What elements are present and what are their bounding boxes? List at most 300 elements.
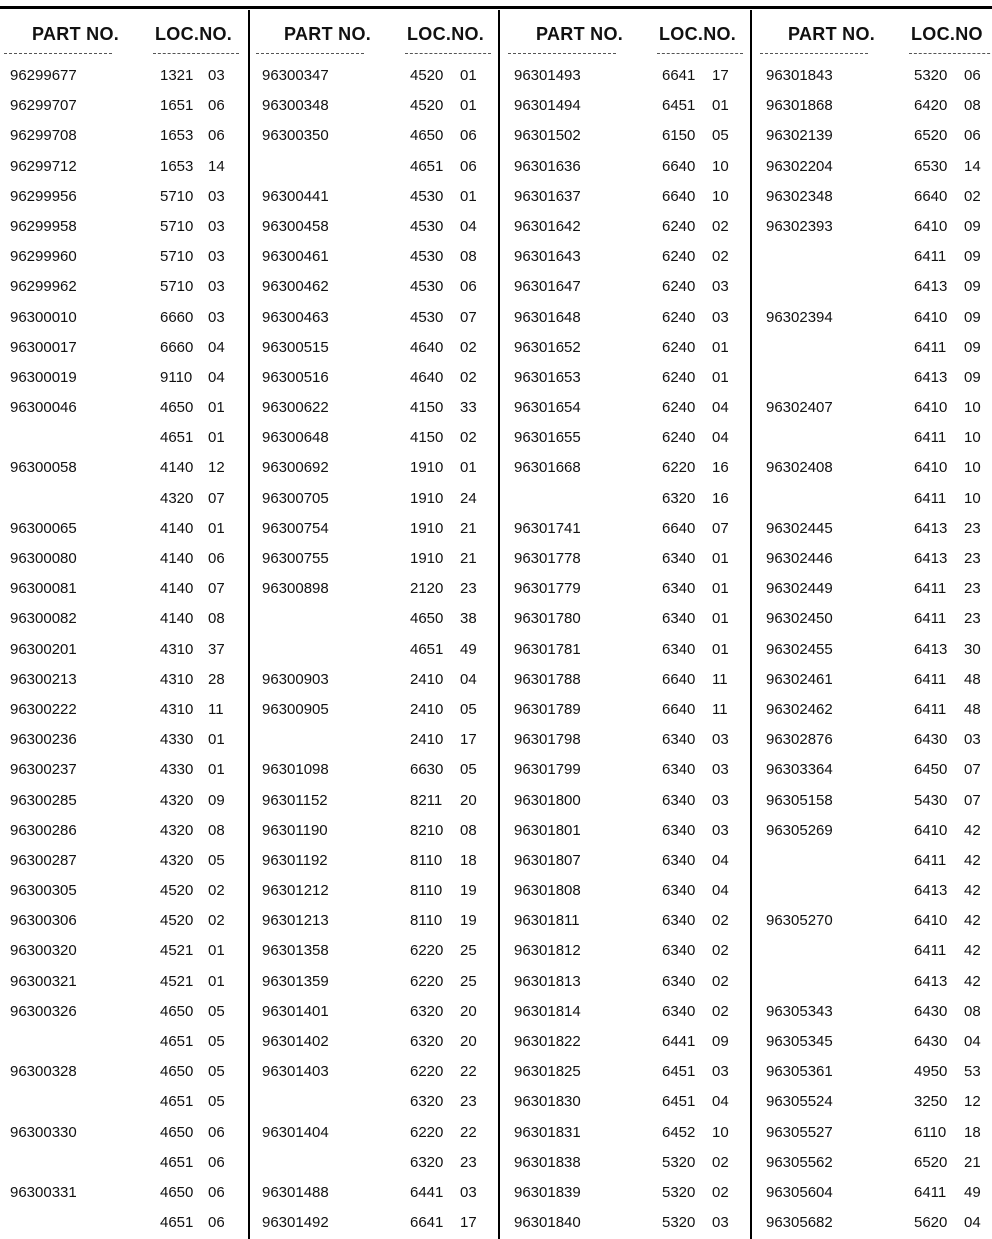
- part-number: 96300287: [10, 851, 77, 869]
- loc-number-main: 3250: [914, 1093, 948, 1111]
- table-row: [500, 907, 750, 937]
- loc-number-sub: 02: [712, 912, 729, 930]
- table-row: [500, 304, 750, 334]
- loc-number-main: 8110: [410, 912, 443, 930]
- loc-number-main: 6640: [662, 519, 696, 537]
- table-row: [752, 424, 992, 454]
- loc-number-main: 6340: [662, 731, 696, 749]
- loc-number-main: 6640: [914, 187, 948, 205]
- table-row: [752, 756, 992, 786]
- part-number: 96301655: [514, 429, 581, 447]
- loc-number-main: 4521: [160, 942, 194, 960]
- part-number: 96301653: [514, 368, 581, 386]
- part-number: 96301637: [514, 187, 581, 205]
- loc-number-sub: 37: [208, 640, 225, 658]
- part-number: 96300306: [10, 912, 77, 930]
- loc-number-main: 6320: [410, 1093, 444, 1111]
- part-number: 96300286: [10, 821, 77, 839]
- loc-number-sub: 05: [460, 700, 477, 718]
- loc-number-main: 5710: [160, 217, 194, 235]
- table-row: [752, 273, 992, 303]
- loc-number-sub: 02: [460, 368, 477, 386]
- header-rule: [760, 53, 868, 54]
- header-loc-no: LOC.NO.: [659, 24, 737, 44]
- loc-number-sub: 01: [712, 610, 729, 628]
- loc-number-sub: 02: [964, 187, 981, 205]
- loc-number-sub: 01: [208, 761, 225, 779]
- loc-number-main: 2410: [410, 731, 444, 749]
- loc-number-sub: 03: [712, 821, 729, 839]
- loc-number-sub: 21: [964, 1153, 981, 1171]
- table-row: [250, 424, 498, 454]
- loc-number-main: 4530: [410, 248, 444, 266]
- loc-number-main: 4640: [410, 368, 444, 386]
- loc-number-sub: 08: [208, 821, 225, 839]
- part-number: 96301401: [262, 1002, 329, 1020]
- loc-number-sub: 10: [712, 157, 729, 175]
- part-number: 96300692: [262, 459, 329, 477]
- loc-number-main: 4140: [160, 459, 194, 477]
- part-number: 96300461: [262, 248, 329, 266]
- table-row: [500, 183, 750, 213]
- table-row: [752, 62, 992, 92]
- part-number: 96305158: [766, 791, 833, 809]
- table-row: [0, 183, 248, 213]
- table-row: [752, 545, 992, 575]
- part-number: 96301493: [514, 67, 581, 84]
- loc-number-main: 6220: [410, 1063, 444, 1081]
- header-part-no: PART NO.: [536, 24, 624, 44]
- table-row: [250, 907, 498, 937]
- table-row: [250, 847, 498, 877]
- table-row: [500, 1088, 750, 1118]
- loc-number-main: 6110: [914, 1123, 947, 1141]
- loc-number-main: 1653: [160, 127, 194, 145]
- part-number: 96301807: [514, 851, 581, 869]
- table-row: [752, 454, 992, 484]
- loc-number-sub: 03: [712, 791, 729, 809]
- table-row: [500, 968, 750, 998]
- part-number: 96305270: [766, 912, 833, 930]
- part-number: 96305524: [766, 1093, 833, 1111]
- loc-number-sub: 06: [460, 157, 477, 175]
- table-row: [752, 726, 992, 756]
- loc-number-main: 6340: [662, 791, 696, 809]
- loc-number-main: 9110: [160, 368, 193, 386]
- loc-number-sub: 01: [208, 972, 225, 990]
- loc-number-main: 6411: [914, 942, 947, 960]
- loc-number-sub: 01: [460, 67, 477, 84]
- loc-number-main: 5320: [662, 1183, 696, 1201]
- loc-number-sub: 03: [208, 278, 225, 296]
- table-row: [250, 1058, 498, 1088]
- loc-number-main: 2120: [410, 580, 444, 598]
- loc-number-main: 8110: [410, 851, 443, 869]
- part-number: 96301492: [262, 1214, 329, 1232]
- header-rule: [657, 53, 743, 54]
- table-row: [250, 1119, 498, 1149]
- part-number: 96301502: [514, 127, 581, 145]
- loc-number-main: 6411: [914, 338, 947, 356]
- part-number: 96302204: [766, 157, 833, 175]
- table-row: [0, 847, 248, 877]
- part-number: 96301801: [514, 821, 581, 839]
- loc-number-sub: 17: [460, 1214, 477, 1232]
- loc-number-sub: 21: [460, 519, 477, 537]
- loc-number-sub: 33: [460, 399, 477, 417]
- part-number: 96301868: [766, 97, 833, 115]
- table-row: [500, 756, 750, 786]
- table-row: [0, 243, 248, 273]
- part-number: 96300065: [10, 519, 77, 537]
- table-row: [0, 575, 248, 605]
- loc-number-main: 6411: [914, 580, 947, 598]
- loc-number-sub: 03: [460, 1183, 477, 1201]
- loc-number-sub: 16: [712, 489, 729, 507]
- loc-number-main: 2410: [410, 670, 444, 688]
- part-number: 96300017: [10, 338, 77, 356]
- part-number: 96299956: [10, 187, 77, 205]
- table-row: [752, 817, 992, 847]
- loc-number-sub: 01: [208, 399, 225, 417]
- loc-number-main: 6411: [914, 1183, 947, 1201]
- loc-number-main: 1910: [410, 550, 444, 567]
- part-number: 96300441: [262, 187, 329, 205]
- table-row: [752, 998, 992, 1028]
- loc-number-main: 4650: [410, 610, 444, 628]
- loc-number-main: 4650: [160, 1123, 194, 1141]
- part-number: 96301780: [514, 610, 581, 628]
- part-number: 96305562: [766, 1153, 833, 1171]
- table-row: [752, 153, 992, 183]
- loc-number-main: 5710: [160, 248, 194, 266]
- table-row: [752, 243, 992, 273]
- loc-number-sub: 05: [460, 761, 477, 779]
- part-number: 96305361: [766, 1063, 833, 1081]
- table-row: [752, 304, 992, 334]
- loc-number-sub: 01: [208, 429, 225, 447]
- table-row: [0, 213, 248, 243]
- column-2: [250, 10, 498, 1239]
- table-row: [500, 394, 750, 424]
- part-number: 96301839: [514, 1183, 581, 1201]
- loc-number-main: 6240: [662, 399, 696, 417]
- loc-number-main: 4320: [160, 489, 194, 507]
- part-number: 96300201: [10, 640, 77, 658]
- table-row: [0, 122, 248, 152]
- part-number: 96302876: [766, 731, 833, 749]
- part-number: 96301799: [514, 761, 581, 779]
- part-number: 96301831: [514, 1123, 581, 1141]
- loc-number-sub: 12: [964, 1093, 981, 1111]
- loc-number-main: 4320: [160, 851, 194, 869]
- table-row: [500, 937, 750, 967]
- table-row: [0, 968, 248, 998]
- part-number: 96301359: [262, 972, 329, 990]
- part-number: 96301798: [514, 731, 581, 749]
- part-number: 96299712: [10, 157, 77, 175]
- table-row: [250, 937, 498, 967]
- loc-number-main: 6340: [662, 580, 696, 598]
- loc-number-sub: 02: [712, 1153, 729, 1171]
- loc-number-sub: 04: [712, 882, 729, 900]
- loc-number-main: 4330: [160, 731, 194, 749]
- table-row: [0, 273, 248, 303]
- table-row: [752, 696, 992, 726]
- table-row: [0, 1088, 248, 1118]
- loc-number-main: 6430: [914, 1002, 948, 1020]
- loc-number-sub: 09: [964, 278, 981, 296]
- loc-number-main: 5320: [662, 1214, 696, 1232]
- loc-number-sub: 01: [712, 97, 729, 115]
- loc-number-main: 4650: [160, 1002, 194, 1020]
- table-row: [0, 92, 248, 122]
- table-row: [752, 605, 992, 635]
- loc-number-sub: 21: [460, 550, 477, 567]
- table-row: [0, 726, 248, 756]
- loc-number-sub: 01: [712, 640, 729, 658]
- table-row: [752, 1028, 992, 1058]
- loc-number-main: 6240: [662, 338, 696, 356]
- table-row: [752, 907, 992, 937]
- loc-number-main: 4651: [410, 157, 444, 175]
- part-number: 96300515: [262, 338, 329, 356]
- part-number: 96300213: [10, 670, 77, 688]
- part-number: 96301213: [262, 912, 329, 930]
- loc-number-sub: 06: [964, 127, 981, 145]
- table-row: [500, 485, 750, 515]
- part-number: 96305343: [766, 1002, 833, 1020]
- loc-number-sub: 01: [712, 550, 729, 567]
- part-number: 96300081: [10, 580, 77, 598]
- loc-number-main: 6340: [662, 550, 696, 567]
- loc-number-sub: 23: [964, 519, 981, 537]
- table-row: [0, 153, 248, 183]
- loc-number-main: 6320: [410, 1033, 444, 1050]
- loc-number-sub: 24: [460, 489, 477, 507]
- loc-number-sub: 42: [964, 851, 981, 869]
- part-number: 96301812: [514, 942, 581, 960]
- loc-number-main: 6660: [160, 338, 194, 356]
- loc-number-sub: 05: [208, 1093, 225, 1111]
- loc-number-main: 6451: [662, 1093, 696, 1111]
- table-row: [500, 1209, 750, 1239]
- loc-number-main: 4140: [160, 580, 194, 598]
- loc-number-main: 4520: [160, 912, 194, 930]
- part-number: 96300755: [262, 550, 329, 567]
- loc-number-sub: 01: [208, 519, 225, 537]
- table-row: [250, 666, 498, 696]
- part-number: 96302394: [766, 308, 833, 326]
- loc-number-sub: 08: [208, 610, 225, 628]
- loc-number-main: 6240: [662, 278, 696, 296]
- loc-number-sub: 04: [964, 1033, 981, 1050]
- loc-number-sub: 02: [208, 912, 225, 930]
- part-number: 96301838: [514, 1153, 581, 1171]
- table-row: [0, 605, 248, 635]
- part-number: 96301358: [262, 942, 329, 960]
- loc-number-main: 4520: [410, 67, 444, 84]
- loc-number-sub: 02: [712, 1183, 729, 1201]
- table-row: [500, 787, 750, 817]
- loc-number-main: 6413: [914, 368, 948, 386]
- table-row: [752, 1119, 992, 1149]
- header-rule: [508, 53, 616, 54]
- table-row: [0, 62, 248, 92]
- loc-number-main: 5620: [914, 1214, 948, 1232]
- part-number: 96302408: [766, 459, 833, 477]
- table-row: [752, 1179, 992, 1209]
- table-row: [250, 575, 498, 605]
- table-row: [250, 243, 498, 273]
- loc-number-main: 6430: [914, 731, 948, 749]
- part-number: 96301652: [514, 338, 581, 356]
- loc-number-main: 6530: [914, 157, 948, 175]
- table-row: [250, 696, 498, 726]
- loc-number-sub: 05: [208, 1063, 225, 1081]
- table-row: [0, 304, 248, 334]
- loc-number-sub: 14: [208, 157, 225, 175]
- part-number: 96299960: [10, 248, 77, 266]
- part-number: 96300080: [10, 550, 77, 567]
- part-number: 96300903: [262, 670, 329, 688]
- loc-number-sub: 11: [208, 700, 224, 718]
- loc-number-sub: 04: [712, 429, 729, 447]
- loc-number-sub: 19: [460, 912, 477, 930]
- loc-number-sub: 01: [460, 459, 477, 477]
- table-row: [500, 273, 750, 303]
- table-row: [500, 122, 750, 152]
- column-1: [0, 10, 248, 1239]
- loc-number-main: 6640: [662, 700, 696, 718]
- part-number: 96301643: [514, 248, 581, 266]
- loc-number-sub: 53: [964, 1063, 981, 1081]
- table-row: [500, 364, 750, 394]
- row-list: [0, 62, 248, 1239]
- part-number: 96302449: [766, 580, 833, 598]
- loc-number-main: 4530: [410, 217, 444, 235]
- table-row: [0, 907, 248, 937]
- loc-number-sub: 11: [712, 670, 728, 688]
- part-number: 96301800: [514, 791, 581, 809]
- table-row: [0, 1209, 248, 1239]
- row-list: [250, 62, 498, 1239]
- table-row: [752, 636, 992, 666]
- part-number: 96301781: [514, 640, 581, 658]
- loc-number-sub: 01: [712, 338, 729, 356]
- part-number: 96300898: [262, 580, 329, 598]
- loc-number-sub: 42: [964, 942, 981, 960]
- loc-number-sub: 06: [460, 127, 477, 145]
- part-number: 96301190: [262, 821, 328, 839]
- loc-number-sub: 03: [208, 308, 225, 326]
- part-number: 96300330: [10, 1123, 77, 1141]
- table-row: [0, 545, 248, 575]
- part-number: 96299707: [10, 97, 77, 115]
- loc-number-sub: 42: [964, 912, 981, 930]
- loc-number-main: 4950: [914, 1063, 948, 1081]
- loc-number-main: 6340: [662, 1002, 696, 1020]
- table-row: [752, 666, 992, 696]
- part-number: 96303364: [766, 761, 833, 779]
- loc-number-main: 6320: [410, 1153, 444, 1171]
- part-number: 96300458: [262, 217, 329, 235]
- table-row: [500, 726, 750, 756]
- table-row: [500, 213, 750, 243]
- loc-number-sub: 23: [964, 580, 981, 598]
- loc-number-main: 4650: [160, 1183, 194, 1201]
- header-rule: [153, 53, 239, 54]
- table-row: [250, 515, 498, 545]
- loc-number-main: 6520: [914, 1153, 948, 1171]
- part-number: 96300347: [262, 67, 329, 84]
- table-row: [752, 847, 992, 877]
- table-row: [0, 1028, 248, 1058]
- header-loc-no: LOC.NO.: [155, 24, 233, 44]
- loc-number-main: 5710: [160, 187, 194, 205]
- loc-number-sub: 09: [964, 217, 981, 235]
- loc-number-main: 4521: [160, 972, 194, 990]
- loc-number-main: 8110: [410, 882, 443, 900]
- table-row: [500, 92, 750, 122]
- loc-number-sub: 08: [460, 821, 477, 839]
- part-number: 96301404: [262, 1123, 329, 1141]
- table-row: [500, 153, 750, 183]
- loc-number-sub: 10: [964, 429, 981, 447]
- loc-number-main: 5320: [914, 67, 948, 84]
- table-row: [250, 485, 498, 515]
- loc-number-main: 6413: [914, 278, 948, 296]
- loc-number-main: 6220: [410, 942, 444, 960]
- loc-number-main: 6411: [914, 489, 947, 507]
- loc-number-main: 4651: [160, 429, 194, 447]
- loc-number-sub: 48: [964, 670, 981, 688]
- table-row: [500, 1028, 750, 1058]
- loc-number-main: 6320: [410, 1002, 444, 1020]
- loc-number-main: 6340: [662, 640, 696, 658]
- part-number: 96300622: [262, 399, 329, 417]
- loc-number-main: 6340: [662, 851, 696, 869]
- loc-number-main: 6640: [662, 670, 696, 688]
- loc-number-sub: 20: [460, 1033, 477, 1050]
- part-number: 96301843: [766, 67, 833, 84]
- loc-number-sub: 09: [964, 248, 981, 266]
- loc-number-main: 4651: [160, 1153, 194, 1171]
- loc-number-main: 4320: [160, 821, 194, 839]
- loc-number-sub: 20: [460, 791, 477, 809]
- part-number: 96301789: [514, 700, 581, 718]
- part-number: 96300305: [10, 882, 77, 900]
- loc-number-main: 4651: [410, 640, 444, 658]
- part-number: 96305604: [766, 1183, 833, 1201]
- loc-number-sub: 30: [964, 640, 981, 658]
- part-number: 96300705: [262, 489, 329, 507]
- loc-number-main: 6240: [662, 308, 696, 326]
- table-row: [500, 636, 750, 666]
- loc-number-main: 6320: [662, 489, 696, 507]
- loc-number-sub: 49: [964, 1183, 981, 1201]
- table-row: [752, 575, 992, 605]
- column-4: [752, 10, 992, 1239]
- part-number: 96299708: [10, 127, 77, 145]
- loc-number-sub: 06: [460, 278, 477, 296]
- table-row: [500, 605, 750, 635]
- table-row: [250, 968, 498, 998]
- table-row: [752, 968, 992, 998]
- table-row: [250, 304, 498, 334]
- table-row: [752, 122, 992, 152]
- loc-number-main: 6340: [662, 882, 696, 900]
